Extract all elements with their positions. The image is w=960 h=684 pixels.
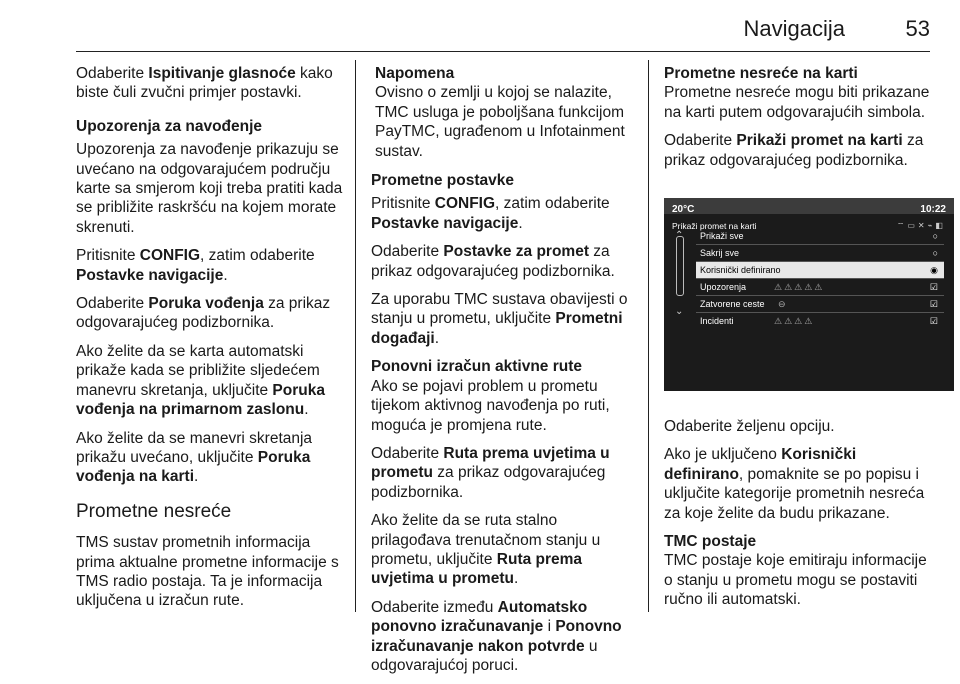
clock-readout: 10:22: [920, 204, 946, 216]
paragraph: Pritisnite CONFIG, zatim odaberite Postavke navigacije.: [371, 195, 610, 232]
paragraph: TMC postaje koje emitiraju informacije o stanju u prometu mogu se postaviti ručno ili automatski.: [664, 552, 927, 609]
screen-subtitle: Prikaži promet na karti: [672, 221, 757, 232]
paragraph: Ako želite da se karta automatski prikaže kada se približite sljedećem manevru skretanja, uključite Poruka vođenja na primarnom zaslonu.: [76, 342, 325, 419]
radio-icon: ○: [932, 248, 938, 259]
chapter-heading: Prometne nesreće: [76, 500, 232, 522]
chevron-down-icon: ⌄: [675, 306, 684, 318]
infotainment-screenshot: [664, 198, 954, 391]
paragraph: Odaberite Ruta prema uvjetima u prometu za prikaz odgovarajućeg podizbornika.: [371, 444, 610, 501]
paragraph: Odaberite Poruka vođenja za prikaz odgovarajućeg podizbornika.: [76, 295, 331, 332]
paragraph: Odaberite Postavke za promet za prikaz odgovarajućeg podizbornika.: [371, 243, 615, 280]
section-heading: TMC postaje: [664, 533, 757, 551]
option-row-show-all: Prikaži sve ○: [696, 228, 944, 245]
option-row-warnings: Upozorenja ⚠⚠⚠⚠⚠ ☑: [696, 279, 944, 296]
note-text: Ovisno o zemlji u kojoj se nalazite, TMC usluga je poboljšana funkcijom PayTMC, ugrađenom u Infotainment sustav.: [375, 84, 625, 160]
page-header: [0, 0, 960, 56]
option-row-hide-all: Sakrij sve ○: [696, 245, 944, 262]
paragraph: Odaberite između Automatsko ponovno izračunavanje i Ponovno izračunavanje nakon potvrde u odgovarajućoj poruci.: [371, 598, 622, 674]
option-row-incidents: Incidenti ⚠⚠⚠⚠ ☑: [696, 313, 944, 329]
column-middle: [371, 64, 641, 684]
option-row-closed-roads: Zatvorene ceste ⊖ ☑: [696, 296, 944, 313]
paragraph: Pritisnite CONFIG, zatim odaberite Postavke navigacije.: [76, 247, 315, 284]
chevron-up-icon: ⌃: [675, 230, 684, 242]
section-heading: Ponovni izračun aktivne rute: [371, 358, 583, 376]
header-rule: [76, 51, 930, 52]
closed-road-icon: ⊖: [778, 299, 788, 310]
scrollbar: [676, 236, 684, 296]
checkbox-icon: ☑: [929, 316, 938, 327]
paragraph: Za uporabu TMC sustava obavijesti o stanju u prometu, uključite Prometni događaji.: [371, 291, 628, 347]
paragraph: Ako se pojavi problem u prometu tijekom aktivnog navođenja po ruti, moguća je promjena rute.: [371, 377, 610, 434]
paragraph: Odaberite željenu opciju.: [664, 418, 835, 436]
paragraph: TMS sustav prometnih informacija prima aktualne prometne informacije s TMS radio postaja. Ta je informacija uključena u izračun rute.: [76, 534, 339, 610]
option-row-user-defined: Korisnički definirano ◉: [696, 262, 944, 279]
paragraph: Ako je uključeno Korisnički definirano, pomaknite se po popisu i uključite kategorije prometnih nesreća za koje želite da budu prikazane.: [664, 446, 925, 522]
temperature-readout: 20°C: [672, 204, 695, 216]
checkbox-icon: ☑: [929, 282, 938, 293]
column-right: [664, 64, 946, 619]
status-bar: [664, 198, 954, 214]
section-heading: Prometne postavke: [371, 172, 514, 190]
note-title: Napomena: [375, 65, 455, 82]
column-divider: [648, 60, 649, 612]
section-heading: Upozorenja za navođenje: [76, 117, 263, 135]
page-number: 53: [905, 16, 930, 41]
incident-category-icons: ⚠⚠⚠⚠: [774, 316, 815, 327]
note-box: [371, 64, 641, 161]
warning-category-icons: ⚠⚠⚠⚠⚠: [774, 282, 825, 293]
paragraph: Prometne nesreće mogu biti prikazane na karti putem odgovarajućih simbola.: [664, 84, 930, 121]
traffic-options-list: [696, 228, 944, 329]
paragraph: Odaberite Ispitivanje glasnoće kako biste čuli zvučni primjer postavki.: [76, 65, 333, 102]
column-left: [76, 64, 346, 620]
paragraph: Ako želite da se ruta stalno prilagođava trenutačnom stanju u prometu, uključite Ruta prema uvjetima u prometu.: [371, 512, 601, 588]
system-status-icons: ⌔▭✕⌁◧: [896, 221, 946, 231]
paragraph: Upozorenja za navođenje prikazuju se uvećano na odgovarajućem području karte sa smjerom koji treba pratiti kada se približite raskršću na kojem morate skrenuti.: [76, 141, 343, 236]
paragraph: Ako želite da se manevri skretanja prikažu uvećano, uključite Poruka vođenja na karti.: [76, 429, 313, 486]
column-divider: [355, 60, 356, 612]
radio-icon: ○: [932, 231, 938, 242]
section-heading: Prometne nesreće na karti: [664, 65, 858, 82]
checkbox-icon: ☑: [929, 299, 938, 310]
page-title: Navigacija: [743, 16, 845, 41]
radio-selected-icon: ◉: [930, 265, 938, 276]
paragraph: Odaberite Prikaži promet na karti za prikaz odgovarajućeg podizbornika.: [664, 132, 924, 169]
